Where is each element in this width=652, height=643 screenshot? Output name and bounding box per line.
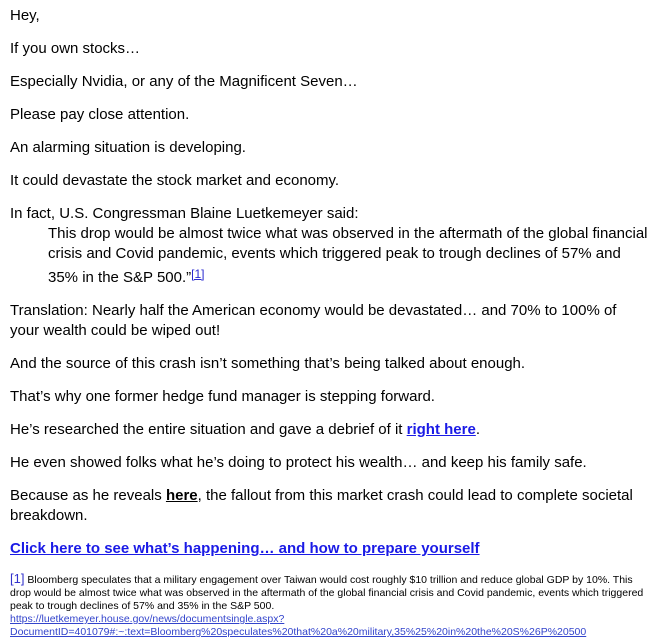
footnote-ref-link[interactable]: [1] (191, 267, 205, 281)
greeting-paragraph: Hey, (10, 7, 40, 24)
blockquote (48, 224, 648, 288)
reveals-text-suffix: , the fallout from this market crash could lead to complete societal breakdown. (10, 487, 633, 524)
paragraph-devastate: It could devastate the stock market and economy. (10, 172, 340, 189)
debrief-text-prefix: He’s researched the entire situation and gave a debrief of it (10, 421, 407, 438)
cta-link[interactable]: Click here to see what’s happening… and how to prepare yourself (10, 540, 480, 557)
paragraph-hedge-fund: That’s why one former hedge fund manager is stepping forward. (10, 388, 435, 405)
reveals-text-prefix: Because as he reveals (10, 487, 166, 504)
paragraph-alarming: An alarming situation is developing. (10, 139, 246, 156)
paragraph-debrief (10, 420, 648, 440)
quote-text: This drop would be almost twice what was observed in the aftermath of the global financial crisis and Covid pandemic, events which triggered peak to trough declines of 57% and 35% in the S&P 500.” (48, 225, 648, 286)
paragraph-source-crash: And the source of this crash isn’t something that’s being talked about enough. (10, 355, 526, 372)
paragraph-protect-wealth: He even showed folks what he’s doing to protect his wealth… and keep his family safe. (10, 454, 587, 471)
right-here-link[interactable]: right here (406, 421, 476, 438)
paragraph-nvidia: Especially Nvidia, or any of the Magnificent Seven… (10, 73, 358, 90)
quote-attribution: In fact, U.S. Congressman Blaine Luetkemeyer said: (10, 205, 359, 222)
here-link[interactable]: here (165, 487, 198, 504)
paragraph-reveals (10, 486, 648, 526)
footnote-url-line2: DocumentID=401079#:~:text=Bloomberg%20speculates%20that%20a%20military,35%25%20in%20the%20S%26P%20500 (10, 626, 587, 638)
cta-paragraph (10, 539, 648, 559)
footnote-url-link[interactable] (10, 613, 586, 638)
footnote-marker: [1] (10, 571, 25, 586)
translation-paragraph: Translation: Nearly half the American economy would be devastated… and 70% to 100% of your wealth could be wiped out! (10, 302, 617, 339)
quote-paragraph (10, 204, 648, 288)
footnote-url-line1: https://luetkemeyer.house.gov/news/documentsingle.aspx? (10, 613, 285, 625)
footnote-text: Bloomberg speculates that a military engagement over Taiwan would cost roughly $10 trillion and reduce global GDP by 10%. This drop would be almost twice what was observed in the aftermath of the global financial crisis and Covid pandemic, events which triggered peak to trough declines of 57% and 35% in the S&P 500. (10, 574, 644, 612)
footnote (10, 572, 648, 639)
debrief-text-suffix: . (475, 421, 480, 438)
paragraph-attention: Please pay close attention. (10, 106, 190, 123)
paragraph-own-stocks: If you own stocks… (10, 40, 141, 57)
